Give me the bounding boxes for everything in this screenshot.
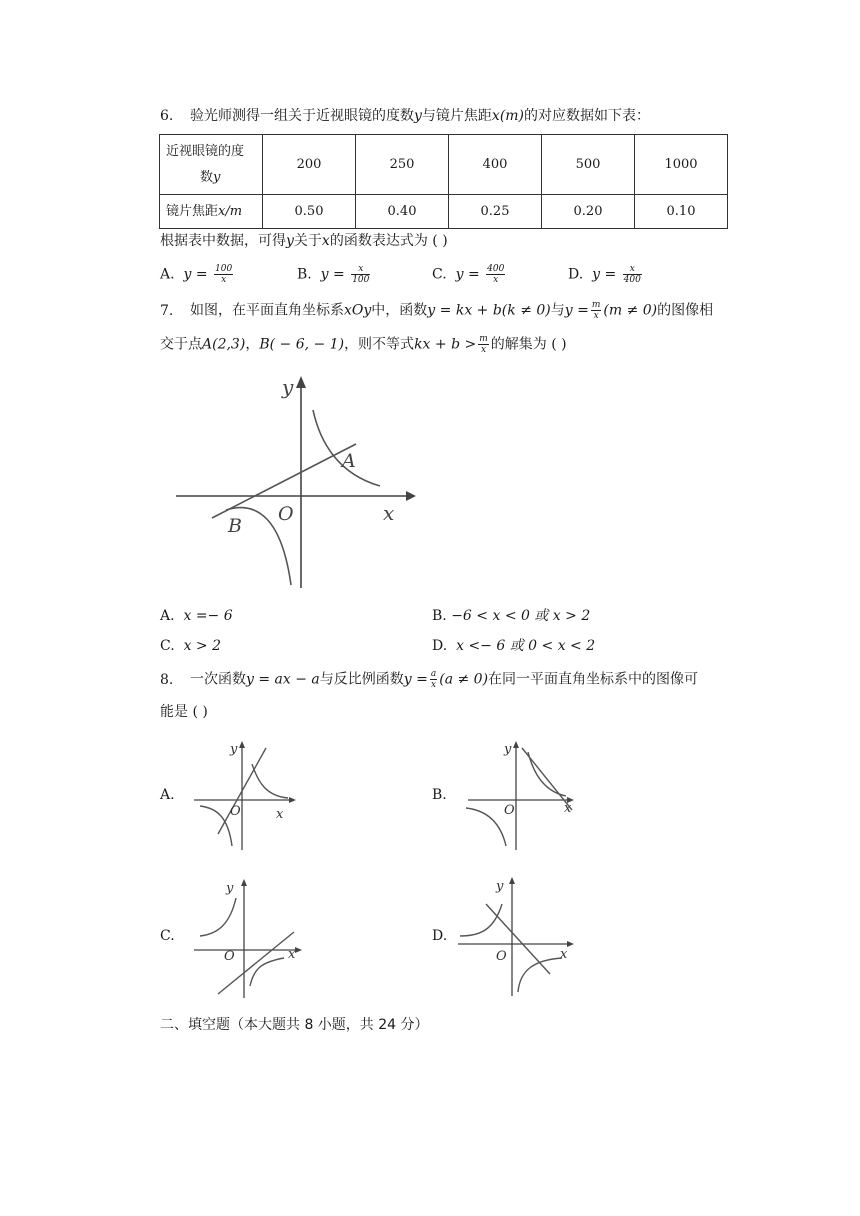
svg-text:O: O bbox=[504, 803, 515, 818]
q7-stem-line1: 7. 如图，在平面直角坐标系xOy中，函数y = kx + b(k ≠ 0)与y = $\frac{m}{x}$ (m ≠ 0)的图像相 bbox=[160, 300, 714, 321]
table-cell: 1000 bbox=[635, 135, 728, 195]
y-axis-arrow bbox=[296, 376, 306, 388]
table-header-degree: 近视眼镜的度 数y bbox=[160, 135, 263, 195]
q6-option-c[interactable]: C. y = $\frac{400}{x}$ bbox=[432, 264, 505, 285]
section-heading: 二、填空题（本大题共 8 小题，共 24 分） bbox=[160, 1017, 429, 1033]
q6-prompt: 根据表中数据，可得y关于x的函数表达式为 ( ) bbox=[160, 233, 448, 249]
q8-option-c-label[interactable]: C. bbox=[160, 928, 175, 944]
svg-text:y: y bbox=[496, 879, 504, 894]
svg-text:y: y bbox=[226, 881, 234, 896]
q6-option-d[interactable]: D. y = $\frac{x}{400}$ bbox=[568, 264, 641, 285]
point-b-label: B bbox=[228, 515, 242, 537]
q8-stem-line1: 8. 一次函数y = ax − a与反比例函数y = $\frac{a}{x}$ (a ≠ 0)在同一平面直角坐标系中的图像可 bbox=[160, 669, 699, 690]
q6-stem: 6. 验光师测得一组关于近视眼镜的度数y与镜片焦距x(m)的对应数据如下表： bbox=[160, 108, 651, 124]
y-axis-label: y bbox=[282, 375, 294, 399]
question-number: 8. bbox=[160, 671, 174, 688]
svg-text:O: O bbox=[224, 949, 235, 964]
question-number: 7. bbox=[160, 302, 174, 319]
svg-text:O: O bbox=[230, 804, 241, 819]
q8-option-d-label[interactable]: D. bbox=[432, 928, 448, 944]
svg-text:x: x bbox=[276, 807, 284, 822]
q8-option-b-graph[interactable] bbox=[460, 738, 580, 853]
table-cell: 0.40 bbox=[356, 195, 449, 229]
q7-graph bbox=[170, 370, 420, 590]
q7-option-a[interactable]: A. x =− 6 bbox=[160, 608, 233, 624]
table-cell: 0.50 bbox=[263, 195, 356, 229]
svg-text:O: O bbox=[496, 949, 507, 964]
q7-stem-line2: 交于点A(2,3)，B( − 6, − 1)，则不等式kx + b > $\frac{m}{x}$ 的解集为 ( ) bbox=[160, 334, 567, 355]
table-cell: 0.20 bbox=[542, 195, 635, 229]
q6-option-a[interactable]: A. y = $\frac{100}{x}$ bbox=[160, 264, 233, 285]
q8-option-a-label[interactable]: A. bbox=[160, 787, 175, 803]
q8-option-b-label[interactable]: B. bbox=[432, 787, 447, 803]
table-cell: 500 bbox=[542, 135, 635, 195]
q7-option-c[interactable]: C. x > 2 bbox=[160, 638, 222, 654]
x-axis-label: x bbox=[383, 501, 395, 525]
q8-option-a-graph[interactable] bbox=[190, 738, 300, 853]
q8-option-c-graph[interactable] bbox=[188, 876, 308, 1001]
table-cell: 0.25 bbox=[449, 195, 542, 229]
point-a-label: A bbox=[342, 450, 356, 472]
q7-option-d[interactable]: D. x <− 6 或 0 < x < 2 bbox=[432, 638, 596, 654]
origin-label: O bbox=[278, 503, 294, 525]
table-cell: 0.10 bbox=[635, 195, 728, 229]
svg-text:y: y bbox=[504, 742, 512, 757]
q8-option-d-graph[interactable] bbox=[456, 874, 580, 1000]
svg-text:y: y bbox=[230, 742, 238, 757]
x-axis-arrow bbox=[406, 491, 416, 501]
q7-option-b[interactable]: B. −6 < x < 0 或 x > 2 bbox=[432, 608, 591, 624]
data-table bbox=[159, 134, 728, 229]
table-cell: 400 bbox=[449, 135, 542, 195]
svg-text:x: x bbox=[288, 947, 296, 962]
question-number: 6. bbox=[160, 108, 174, 124]
q6-option-b[interactable]: B. y = $\frac{x}{100}$ bbox=[297, 264, 370, 285]
table-header-focal: 镜片焦距x/m bbox=[160, 195, 263, 229]
table-cell: 200 bbox=[263, 135, 356, 195]
q8-stem-line2: 能是 ( ) bbox=[160, 704, 208, 720]
svg-text:x: x bbox=[560, 947, 568, 962]
table-cell: 250 bbox=[356, 135, 449, 195]
svg-text:x: x bbox=[564, 801, 572, 816]
